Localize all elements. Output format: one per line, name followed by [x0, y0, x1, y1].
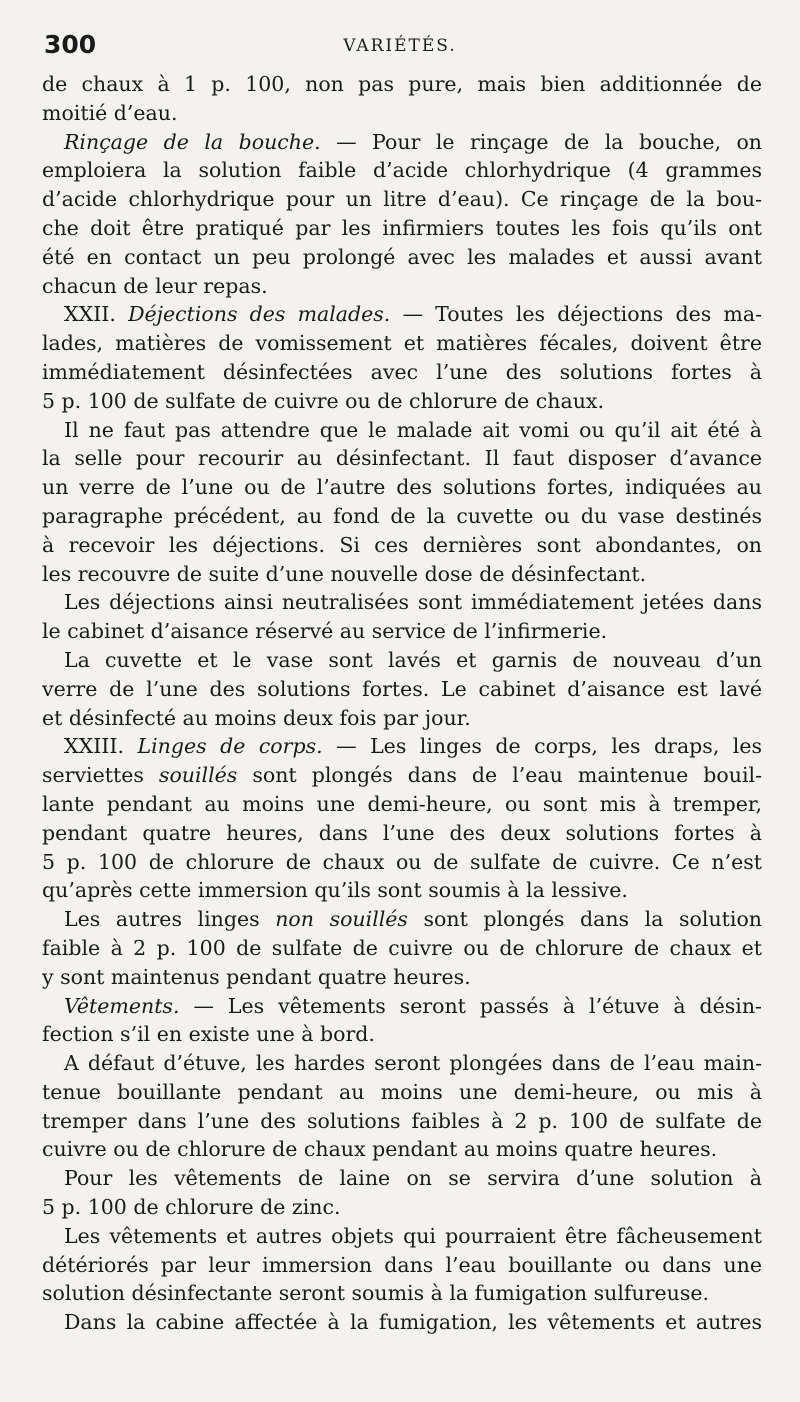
- body-text: [42, 70, 762, 1337]
- text-line: [42, 185, 762, 214]
- italic-text: non souillés: [275, 907, 408, 932]
- text-line: [42, 1251, 762, 1280]
- italic-text: Déjections des malades.: [128, 302, 391, 327]
- line-text: un verre de l’une ou de l’autre des solutions fortes, indiquées au: [42, 475, 762, 500]
- text-line: [42, 1049, 762, 1078]
- line-text: pendant quatre heures, dans l’une des deux solutions fortes à: [42, 820, 762, 845]
- text-line: [42, 387, 762, 416]
- text-line: [42, 70, 762, 99]
- text-line: [42, 675, 762, 704]
- line-lead: serviettes: [42, 763, 159, 788]
- line-text: emploiera la solution faible d’acide chlorhydrique (4 grammes: [42, 158, 762, 183]
- line-text: moitié d’eau.: [42, 100, 178, 125]
- italic-text: Rinçage de la bouche.: [64, 129, 321, 154]
- line-text: Pour les vêtements de laine on se servira d’une solution à: [64, 1166, 762, 1191]
- italic-text: Linges de corps.: [137, 734, 323, 759]
- line-text: cuivre ou de chlorure de chaux pendant au moins quatre heures.: [42, 1137, 718, 1162]
- text-line: [42, 1107, 762, 1136]
- text-line: [42, 761, 762, 790]
- line-text: sont plongés dans de l’eau maintenue bouil-: [237, 763, 762, 788]
- line-text: à recevoir les déjections. Si ces dernières sont abondantes, on: [42, 532, 762, 557]
- text-line: [42, 732, 762, 761]
- text-line: [42, 358, 762, 387]
- line-text: Dans la cabine affectée à la fumigation, les vêtements et autres: [64, 1310, 762, 1335]
- text-line: [42, 99, 762, 128]
- text-line: [42, 214, 762, 243]
- text-line: [42, 905, 762, 934]
- text-line: [42, 272, 762, 301]
- line-text: lante pendant au moins une demi-heure, ou sont mis à tremper,: [42, 791, 762, 816]
- text-line: [42, 1222, 762, 1251]
- text-line: [42, 790, 762, 819]
- line-text: chacun de leur repas.: [42, 273, 268, 298]
- line-lead: Les autres linges: [64, 907, 276, 932]
- line-text: Il ne faut pas attendre que le malade ait vomi ou qu’il ait été à: [64, 417, 762, 442]
- line-text: immédiatement désinfectées avec l’une des solutions fortes à: [42, 359, 762, 384]
- line-text: paragraphe précédent, au fond de la cuvette ou du vase destinés: [42, 503, 762, 528]
- line-text: — Les linges de corps, les draps, les: [322, 734, 762, 759]
- text-line: [42, 588, 762, 617]
- italic-text: souillés: [158, 763, 238, 788]
- line-text: tremper dans l’une des solutions faibles à 2 p. 100 de sulfate de: [42, 1108, 762, 1133]
- text-line: [42, 1164, 762, 1193]
- line-text: — Les vêtements seront passés à l’étuve à désin-: [179, 993, 762, 1018]
- line-text: les recouvre de suite d’une nouvelle dose de désinfectant.: [42, 561, 647, 586]
- text-line: [42, 128, 762, 157]
- line-text: Les vêtements et autres objets qui pourraient être fâcheusement: [64, 1223, 762, 1248]
- line-text: qu’après cette immersion qu’ils sont soumis à la lessive.: [42, 878, 628, 903]
- line-lead: XXIII.: [64, 734, 138, 759]
- text-line: [42, 1020, 762, 1049]
- line-text: d’acide chlorhydrique pour un litre d’eau). Ce rinçage de la bou-: [42, 187, 762, 212]
- line-text: 5 p. 100 de sulfate de cuivre ou de chlorure de chaux.: [42, 388, 604, 413]
- text-line: [42, 934, 762, 963]
- page-header: [44, 30, 756, 64]
- line-text: y sont maintenus pendant quatre heures.: [42, 964, 471, 989]
- text-line: [42, 156, 762, 185]
- text-line: [42, 473, 762, 502]
- text-line: [42, 560, 762, 589]
- line-text: fection s’il en existe une à bord.: [42, 1022, 375, 1047]
- line-text: détériorés par leur immersion dans l’eau bouillante ou dans une: [42, 1252, 762, 1277]
- line-text: et désinfecté au moins deux fois par jour.: [42, 705, 471, 730]
- line-lead: XXII.: [64, 302, 129, 327]
- text-line: [42, 243, 762, 272]
- text-line: [42, 1193, 762, 1222]
- line-text: de chaux à 1 p. 100, non pas pure, mais bien additionnée de: [42, 72, 762, 96]
- line-text: verre de l’une des solutions fortes. Le cabinet d’aisance est lavé: [42, 676, 762, 701]
- line-text: été en contact un peu prolongé avec les malades et aussi avant: [42, 244, 762, 269]
- text-line: [42, 963, 762, 992]
- line-text: le cabinet d’aisance réservé au service de l’infirmerie.: [42, 619, 608, 644]
- line-text: solution désinfectante seront soumis à la fumigation sulfureuse.: [42, 1281, 710, 1306]
- line-text: la selle pour recourir au désinfectant. Il faut disposer d’avance: [42, 446, 762, 471]
- text-line: [42, 502, 762, 531]
- line-text: A défaut d’étuve, les hardes seront plongées dans de l’eau main-: [64, 1051, 762, 1076]
- text-line: [42, 444, 762, 473]
- line-text: sont plongés dans la solution: [407, 907, 762, 932]
- text-line: [42, 1279, 762, 1308]
- line-text: La cuvette et le vase sont lavés et garnis de nouveau d’un: [64, 647, 762, 672]
- line-text: faible à 2 p. 100 de sulfate de cuivre ou de chlorure de chaux et: [42, 935, 762, 960]
- italic-text: Vêtements.: [64, 993, 180, 1018]
- text-line: [42, 531, 762, 560]
- text-line: [42, 704, 762, 733]
- text-line: [42, 300, 762, 329]
- line-text: che doit être pratiqué par les infirmiers toutes les fois qu’ils ont: [42, 215, 762, 240]
- text-line: [42, 992, 762, 1021]
- text-line: [42, 416, 762, 445]
- running-head: VARIÉTÉS.: [343, 36, 457, 56]
- line-text: 5 p. 100 de chlorure de chaux ou de sulfate de cuivre. Ce n’est: [42, 849, 762, 874]
- line-text: Les déjections ainsi neutralisées sont immédiatement jetées dans: [64, 590, 762, 615]
- line-text: — Pour le rinçage de la bouche, on: [320, 129, 762, 154]
- line-text: tenue bouillante pendant au moins une demi-heure, ou mis à: [42, 1079, 762, 1104]
- line-text: 5 p. 100 de chlorure de zinc.: [42, 1195, 341, 1220]
- text-line: [42, 848, 762, 877]
- text-line: [42, 876, 762, 905]
- text-line: [42, 1078, 762, 1107]
- text-line: [42, 617, 762, 646]
- text-line: [42, 329, 762, 358]
- line-text: lades, matières de vomissement et matières fécales, doivent être: [42, 331, 762, 356]
- page-number: 300: [44, 30, 97, 59]
- line-text: — Toutes les déjections des ma-: [390, 302, 762, 327]
- text-line: [42, 1308, 762, 1337]
- text-line: [42, 646, 762, 675]
- text-line: [42, 1135, 762, 1164]
- text-line: [42, 819, 762, 848]
